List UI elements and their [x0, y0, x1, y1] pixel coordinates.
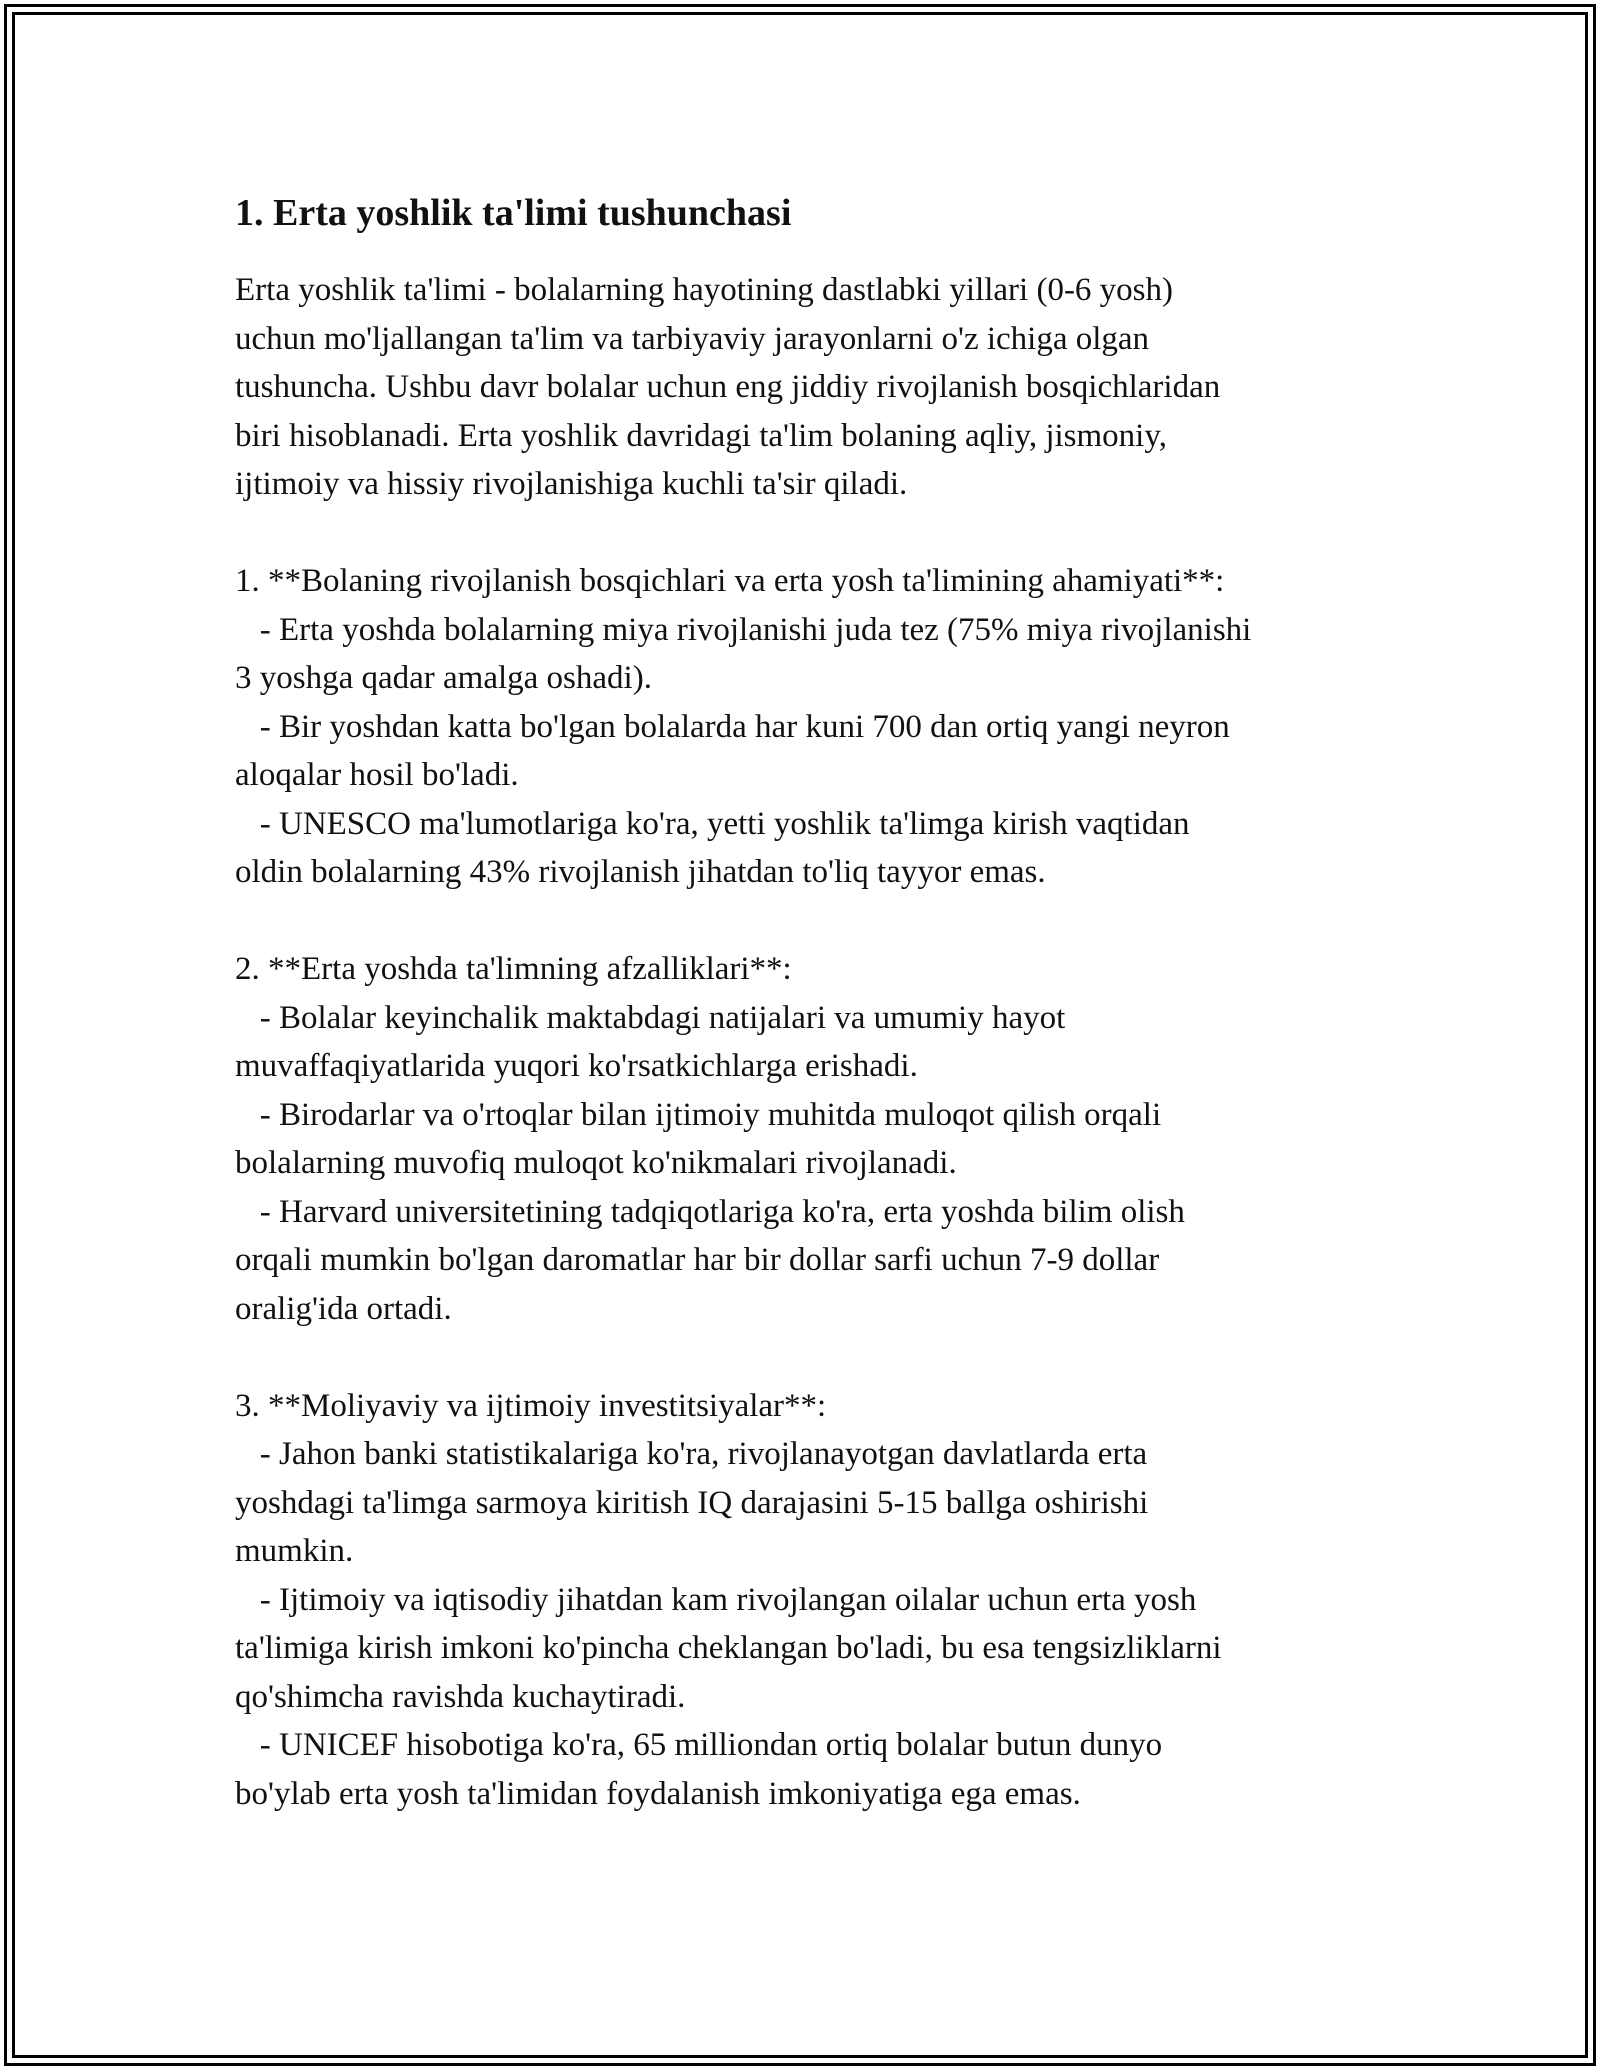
section-2-line: oralig'ida ortadi. [235, 1290, 452, 1327]
section-2-line: orqali mumkin bo'lgan daromatlar har bir dollar sarfi uchun 7-9 dollar [235, 1242, 1160, 1278]
section-3-line: qo'shimcha ravishda kuchaytiradi. [235, 1678, 686, 1715]
section-3-line: ta'limiga kirish imkoni ko'pincha cheklangan bo'ladi, bu esa tengsizliklarni [235, 1630, 1222, 1666]
section-3-line: mumkin. [235, 1533, 354, 1569]
page-title: 1. Erta yoshlik ta'limi tushunchasi [235, 192, 792, 234]
section-3-heading: 3. **Moliyaviy va ijtimoiy investitsiyalar**: [235, 1387, 827, 1424]
intro-paragraph [235, 266, 1375, 509]
section-1 [235, 557, 1375, 897]
section-2-line: - Birodarlar va o'rtoqlar bilan ijtimoiy muhitda muloqot qilish orqali [235, 1096, 1162, 1133]
section-1-line: - Erta yoshda bolalarning miya rivojlanishi juda tez (75% miya rivojlanishi [235, 611, 1252, 648]
paragraph-gap [235, 1333, 1375, 1382]
section-2-line: - Bolalar keyinchalik maktabdagi natijalari va umumiy hayot [235, 999, 1066, 1036]
section-3-line: bo'ylab erta yosh ta'limidan foydalanish imkoniyatiga ega emas. [235, 1775, 1081, 1812]
document-body [235, 186, 1375, 1818]
section-1-line: 3 yoshga qadar amalga oshadi). [235, 660, 652, 696]
intro-line: tushuncha. Ushbu davr bolalar uchun eng jiddiy rivojlanish bosqichlaridan [235, 369, 1221, 405]
intro-line: biri hisoblanadi. Erta yoshlik davridagi ta'lim bolaning aqliy, jismoniy, [235, 417, 1167, 454]
section-3-line: - Jahon banki statistikalariga ko'ra, rivojlanayotgan davlatlarda erta [235, 1436, 1148, 1472]
paragraph-gap [235, 897, 1375, 946]
section-3 [235, 1382, 1375, 1819]
section-1-line: oldin bolalarning 43% rivojlanish jihatdan to'liq tayyor emas. [235, 854, 1046, 890]
section-1-line: - UNESCO ma'lumotlariga ko'ra, yetti yoshlik ta'limga kirish vaqtidan [235, 805, 1190, 842]
intro-line: Erta yoshlik ta'limi - bolalarning hayotining dastlabki yillari (0-6 yosh) [235, 272, 1174, 308]
section-1-heading: 1. **Bolaning rivojlanish bosqichlari va erta yosh ta'limining ahamiyati**: [235, 563, 1225, 599]
section-3-line: - Ijtimoiy va iqtisodiy jihatdan kam rivojlangan oilalar uchun erta yosh [235, 1581, 1197, 1618]
paragraph-gap [235, 509, 1375, 558]
section-1-line: aloqalar hosil bo'ladi. [235, 757, 519, 793]
section-1-line: - Bir yoshdan katta bo'lgan bolalarda har kuni 700 dan ortiq yangi neyron [235, 708, 1230, 745]
section-2-line: - Harvard universitetining tadqiqotlariga ko'ra, erta yoshda bilim olish [235, 1193, 1185, 1230]
section-2-line: muvaffaqiyatlarida yuqori ko'rsatkichlarga erishadi. [235, 1048, 918, 1084]
section-3-line: - UNICEF hisobotiga ko'ra, 65 milliondan ortiq bolalar butun dunyo [235, 1727, 1163, 1763]
section-2-line: bolalarning muvofiq muloqot ko'nikmalari rivojlanadi. [235, 1145, 957, 1181]
section-3-line: yoshdagi ta'limga sarmoya kiritish IQ darajasini 5-15 ballga oshirishi [235, 1484, 1149, 1521]
section-2 [235, 945, 1375, 1333]
intro-line: uchun mo'ljallangan ta'lim va tarbiyaviy jarayonlarni o'z ichiga olgan [235, 320, 1150, 357]
section-2-heading: 2. **Erta yoshda ta'limning afzalliklari**: [235, 951, 792, 987]
intro-line: ijtimoiy va hissiy rivojlanishiga kuchli ta'sir qiladi. [235, 466, 908, 502]
